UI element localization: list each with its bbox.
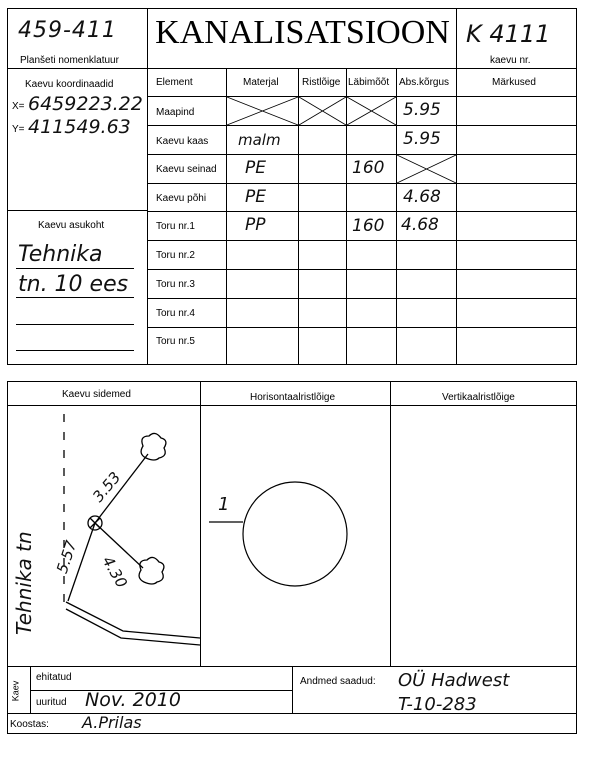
kaevu-nr-label: kaevu nr. bbox=[490, 55, 531, 66]
sketch-street-label: Tehnika tn bbox=[12, 531, 36, 635]
section-horisontaal: Horisontaalristlõige bbox=[250, 392, 336, 403]
coords-x-value: 6459223.22 bbox=[28, 93, 143, 115]
andmed-value2: T-10-283 bbox=[398, 694, 477, 715]
location-line2: tn. 10 ees bbox=[18, 272, 129, 297]
th-materjal: Materjal bbox=[243, 77, 279, 88]
row-element: Toru nr.3 bbox=[156, 279, 195, 290]
cell-labimoot: 160 bbox=[352, 158, 385, 178]
row-element: Maapind bbox=[156, 107, 195, 118]
sketch-dist3: 4.30 bbox=[98, 553, 131, 591]
cell-materjal: PP bbox=[245, 215, 266, 235]
row-element: Toru nr.2 bbox=[156, 250, 195, 261]
sketch-pipe-label: 1 bbox=[218, 494, 230, 515]
andmed-value1: OÜ Hadwest bbox=[398, 670, 510, 691]
row-element: Toru nr.1 bbox=[156, 221, 195, 232]
cell-materjal: malm bbox=[238, 131, 281, 149]
coords-label: Kaevu koordinaadid bbox=[25, 79, 114, 90]
cell-abs: 4.68 bbox=[403, 187, 441, 207]
location-line1: Tehnika bbox=[18, 242, 103, 267]
row-element: Toru nr.4 bbox=[156, 308, 195, 319]
section-sidemed: Kaevu sidemed bbox=[62, 389, 131, 400]
ehitatud-label: ehitatud bbox=[36, 672, 72, 683]
sketch-dist1: 3.53 bbox=[89, 468, 125, 506]
row-element: Kaevu põhi bbox=[156, 193, 207, 204]
coords-x-prefix: X= bbox=[12, 101, 25, 112]
coords-y-prefix: Y= bbox=[12, 124, 25, 135]
th-abs: Abs.kõrgus bbox=[399, 77, 450, 88]
cell-abs: 5.95 bbox=[403, 129, 441, 149]
cell-abs: 4.68 bbox=[401, 215, 439, 235]
section-vertikaal: Vertikaalristlõige bbox=[442, 392, 515, 403]
cell-labimoot: 160 bbox=[352, 216, 385, 236]
cell-materjal: PE bbox=[245, 187, 266, 207]
uuritud-label: uuritud bbox=[36, 697, 67, 708]
cell-abs: 5.95 bbox=[403, 100, 441, 120]
sketch-dist2: 5.57 bbox=[52, 538, 81, 576]
koostas-label: Koostas: bbox=[10, 719, 49, 730]
sidemed-sketch bbox=[8, 406, 200, 666]
koostas-value: A.Prilas bbox=[82, 713, 142, 732]
th-ristloige: Ristlõige bbox=[302, 77, 341, 88]
th-labimoot: Läbimõõt bbox=[348, 77, 390, 88]
andmed-label: Andmed saadud: bbox=[300, 676, 376, 687]
horisontaal-sketch bbox=[201, 406, 390, 666]
cell-materjal: PE bbox=[245, 158, 266, 178]
page-title: KANALISATSIOON bbox=[155, 14, 450, 51]
kaevu-nr-value: K 4111 bbox=[466, 20, 551, 48]
coords-y-value: 411549.63 bbox=[28, 116, 131, 138]
th-markused: Märkused bbox=[492, 77, 536, 88]
crossed-cells bbox=[0, 0, 593, 365]
planseti-label: Planšeti nomenklatuur bbox=[20, 55, 119, 66]
uuritud-value: Nov. 2010 bbox=[85, 689, 181, 711]
row-element: Kaevu seinad bbox=[156, 164, 217, 175]
th-element: Element bbox=[156, 77, 193, 88]
row-element: Kaevu kaas bbox=[156, 136, 209, 147]
planseti-value: 459-411 bbox=[18, 18, 117, 43]
row-element: Toru nr.5 bbox=[156, 336, 195, 347]
kaev-label: Kaev bbox=[10, 680, 21, 702]
location-label: Kaevu asukoht bbox=[38, 220, 105, 231]
